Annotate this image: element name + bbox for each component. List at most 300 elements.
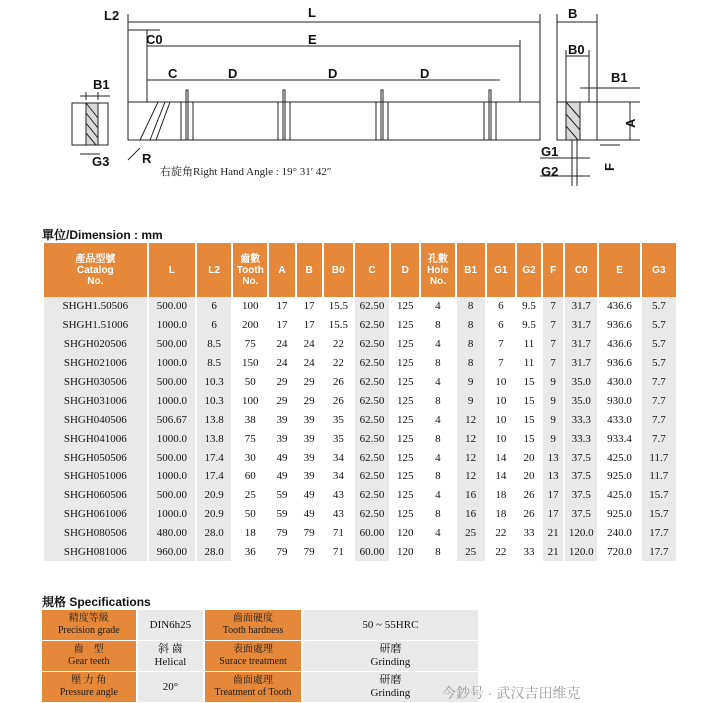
table-cell: 4 (435, 413, 441, 426)
label-L: L (308, 5, 316, 20)
table-cell: 24 (303, 338, 315, 351)
spec-value (303, 641, 478, 671)
label-A: A (623, 118, 638, 128)
table-cell: 125 (391, 391, 419, 410)
column-header-text: F (550, 264, 557, 276)
spec-value-text: Helical (154, 656, 187, 668)
table-cell: 125 (391, 354, 419, 373)
table-cell: 17 (297, 316, 322, 335)
table-cell: 17 (276, 300, 288, 313)
table-cell: 8 (421, 316, 454, 335)
table-cell: 1000.0 (149, 505, 195, 524)
table-cell: 15.7 (642, 505, 676, 524)
table-cell: 25 (457, 543, 485, 562)
label-B1-left: B1 (93, 77, 110, 92)
table-cell: 12 (457, 410, 485, 429)
table-cell: 29 (303, 376, 315, 388)
table-cell: 436.6 (607, 300, 632, 313)
table-cell: 10 (495, 413, 507, 426)
table-cell: 7 (498, 338, 504, 351)
table-cell: 29 (297, 391, 322, 410)
table-cell: 39 (276, 413, 288, 426)
column-header-text: Hole (427, 264, 449, 276)
table-cell: 62.50 (355, 448, 389, 467)
table-cell: 30 (244, 451, 256, 464)
table-cell: 31.7 (565, 354, 597, 373)
table-cell: 9 (543, 410, 563, 429)
table-cell: 62.50 (355, 486, 389, 505)
dimension-title: 單位/Dimension : mm (42, 228, 163, 242)
table-cell: 62.50 (355, 467, 389, 486)
table-row (44, 316, 676, 335)
label-C: C (168, 66, 178, 81)
table-cell: 4 (435, 338, 441, 351)
label-D-2: D (328, 66, 338, 81)
table-row (44, 505, 676, 524)
table-cell: 62.50 (355, 391, 389, 410)
table-cell: 120.0 (565, 524, 597, 543)
table-cell: 22 (487, 543, 515, 562)
table-cell: 433.0 (607, 413, 632, 426)
label-L2: L2 (104, 8, 120, 23)
table-cell: 7 (543, 316, 563, 335)
table-cell: 500.00 (149, 373, 195, 392)
table-cell: 22 (495, 527, 507, 540)
table-cell: 960.00 (149, 543, 195, 562)
column-header (197, 243, 231, 297)
table-cell: 49 (303, 489, 315, 502)
table-cell: 31.7 (565, 297, 597, 316)
table-cell: 14 (495, 451, 507, 464)
catalog-number-cell: SHGH051006 (44, 467, 147, 486)
table-cell: 4 (435, 300, 441, 313)
column-header-text: Tooth (236, 264, 264, 276)
table-cell: 60.00 (355, 543, 389, 562)
table-cell: 39 (297, 429, 322, 448)
mounting-holes (181, 90, 496, 140)
table-cell: 21 (543, 543, 563, 562)
table-cell: 24 (269, 354, 294, 373)
table-cell: 8.5 (197, 354, 231, 373)
table-cell: 11 (517, 354, 541, 373)
spec-label-text: Pressure angle (59, 687, 118, 698)
table-row (44, 297, 676, 316)
column-header-text: C0 (574, 264, 588, 276)
table-cell: 26 (523, 489, 535, 502)
table-cell: 15.5 (328, 300, 348, 313)
column-header (391, 243, 419, 297)
table-cell: 79 (269, 543, 294, 562)
table-cell: 8 (421, 354, 454, 373)
table-cell: 8 (457, 335, 485, 354)
table-cell: 125 (396, 338, 414, 351)
table-cell: 500.00 (149, 448, 195, 467)
table-cell: 16 (457, 505, 485, 524)
table-cell: 15 (523, 413, 535, 426)
table-cell: 4 (435, 451, 441, 464)
table-cell: 7 (487, 354, 515, 373)
table-cell: 59 (269, 505, 294, 524)
table-cell: 120 (391, 543, 419, 562)
column-header-text: Catalog (77, 264, 114, 276)
table-cell: 20 (523, 451, 535, 464)
spec-value-text: 研磨 (379, 674, 402, 686)
spec-label-text: 表面處理 (233, 644, 274, 655)
table-cell: 31.7 (565, 335, 597, 354)
catalog-number-cell: SHGH050506 (44, 448, 147, 467)
dimension-table (42, 243, 678, 561)
spec-value-text: Grinding (370, 656, 411, 668)
label-G3: G3 (92, 154, 110, 169)
catalog-number-cell: SHGH040506 (44, 410, 147, 429)
table-cell: 26 (517, 505, 541, 524)
table-cell: 33.3 (565, 410, 597, 429)
table-row (44, 543, 676, 562)
table-cell: 8.5 (197, 335, 231, 354)
catalog-number-cell: SHGH020506 (44, 335, 147, 354)
column-header-text: G1 (494, 264, 508, 276)
table-cell: 35.0 (565, 391, 597, 410)
table-cell: 37.5 (565, 505, 597, 524)
rack-body (128, 102, 540, 140)
column-header-text: B1 (464, 264, 478, 276)
table-cell: 9 (543, 391, 563, 410)
table-cell: 29 (269, 391, 294, 410)
table-cell: 79 (297, 543, 322, 562)
table-cell: 49 (297, 505, 322, 524)
table-cell: 1000.0 (149, 354, 195, 373)
table-cell: 9.5 (522, 300, 536, 313)
table-cell: 9 (543, 429, 563, 448)
spec-label-text: Gear teeth (68, 656, 110, 667)
table-cell: 200 (233, 316, 267, 335)
table-cell: 29 (276, 376, 288, 388)
table-cell: 14 (487, 467, 515, 486)
table-cell: 22 (324, 354, 353, 373)
table-header-row (44, 243, 676, 297)
specifications-table (42, 610, 478, 703)
table-cell: 24 (276, 338, 288, 351)
column-header-text: C (368, 264, 376, 276)
column-header (599, 243, 639, 297)
column-header-text: L (168, 264, 175, 276)
spec-label (205, 641, 301, 671)
spec-label (205, 672, 301, 702)
table-cell: 1000.0 (149, 467, 195, 486)
spec-label-text: 精度等級 (68, 613, 109, 624)
right-hand-angle-caption: 右旋角Right Hand Angle : 19° 31′ 42″ (160, 166, 332, 178)
table-cell: 71 (332, 527, 344, 540)
table-cell: 5.7 (642, 354, 676, 373)
table-cell: 17 (543, 505, 563, 524)
table-cell: 20.9 (197, 486, 231, 505)
column-header-text: A (278, 264, 286, 276)
column-header-text: G2 (522, 264, 536, 276)
table-cell: 15.7 (642, 486, 676, 505)
table-cell: 39 (269, 429, 294, 448)
table-row (44, 373, 676, 392)
table-cell: 37.5 (565, 448, 597, 467)
table-cell: 15 (517, 391, 541, 410)
table-cell: 18 (487, 505, 515, 524)
table-cell: 4 (435, 527, 441, 540)
table-cell: 930.0 (599, 391, 639, 410)
table-cell: 49 (276, 451, 288, 464)
table-cell: 17.4 (197, 448, 231, 467)
table-cell: 9 (457, 391, 485, 410)
label-F: F (602, 163, 617, 171)
table-cell: 79 (276, 527, 288, 540)
table-cell: 39 (303, 451, 315, 464)
table-cell: 120 (396, 527, 414, 540)
table-cell: 62.50 (355, 505, 389, 524)
spec-label (42, 672, 136, 702)
table-cell: 125 (396, 376, 414, 388)
table-cell: 7 (543, 354, 563, 373)
table-cell: 240.0 (607, 527, 632, 540)
table-row (44, 354, 676, 373)
catalog-number-cell: SHGH061006 (44, 505, 147, 524)
label-C0: C0 (146, 32, 163, 47)
table-cell: 34 (332, 451, 344, 464)
spec-value (138, 641, 204, 671)
table-cell: 925.0 (599, 505, 639, 524)
table-cell: 50 (233, 505, 267, 524)
spec-value-text: 斜 齒 (158, 643, 183, 655)
label-G2: G2 (541, 164, 559, 179)
catalog-number-cell: SHGH1.50506 (44, 297, 147, 316)
column-header (487, 243, 515, 297)
table-cell: 13.8 (197, 429, 231, 448)
column-header-text: No. (242, 275, 259, 287)
table-cell: 71 (324, 543, 353, 562)
dimension-labels (92, 5, 638, 179)
table-cell: 7 (543, 297, 563, 316)
table-cell: 75 (233, 429, 267, 448)
column-header-text: G3 (652, 264, 666, 276)
table-cell: 120.0 (565, 543, 597, 562)
table-cell: 31.7 (565, 316, 597, 335)
table-cell: 936.6 (599, 316, 639, 335)
table-cell: 36 (233, 543, 267, 562)
table-cell: 506.67 (149, 410, 195, 429)
spec-value-text: 50 ~ 55HRC (362, 618, 419, 631)
column-header (149, 243, 195, 297)
table-cell: 13 (543, 467, 563, 486)
table-cell: 62.50 (355, 316, 389, 335)
table-cell: 16 (457, 486, 485, 505)
table-cell: 62.50 (355, 373, 389, 392)
table-cell: 37.5 (565, 467, 597, 486)
table-cell: 5.7 (642, 316, 676, 335)
table-cell: 17 (303, 300, 315, 313)
table-cell: 100 (233, 391, 267, 410)
label-B: B (568, 6, 578, 21)
table-cell: 8 (457, 297, 485, 316)
table-cell: 21 (543, 524, 563, 543)
table-cell: 26 (332, 376, 344, 388)
table-cell: 500.00 (149, 486, 195, 505)
table-cell: 8 (421, 543, 454, 562)
spec-label-text: 齒 型 (73, 644, 104, 655)
table-cell: 62.50 (355, 335, 389, 354)
table-cell: 8 (457, 316, 485, 335)
label-B1-right: B1 (611, 70, 628, 85)
column-header-text: 孔數 (427, 253, 448, 265)
table-cell: 125 (391, 505, 419, 524)
spec-value-text: Grinding (370, 687, 411, 699)
table-cell: 18 (495, 489, 507, 502)
table-cell: 5.7 (642, 297, 676, 316)
table-cell: 6 (498, 300, 504, 313)
table-cell: 37.5 (565, 486, 597, 505)
catalog-number-cell: SHGH030506 (44, 373, 147, 392)
table-cell: 17 (543, 486, 563, 505)
table-cell: 38 (244, 413, 256, 426)
table-row (44, 391, 676, 410)
table-cell: 62.50 (355, 354, 389, 373)
table-cell: 17 (269, 316, 294, 335)
table-cell: 1000.0 (149, 316, 195, 335)
catalog-number-cell: SHGH021006 (44, 354, 147, 373)
table-cell: 8 (421, 429, 454, 448)
spec-row (42, 610, 478, 640)
column-header (421, 243, 454, 297)
column-header-text: 產品型號 (75, 253, 116, 265)
label-E: E (308, 32, 317, 47)
table-cell: 11.7 (642, 448, 676, 467)
label-D-3: D (420, 66, 430, 81)
table-cell: 34 (324, 467, 353, 486)
catalog-number-cell: SHGH080506 (44, 524, 147, 543)
watermark-text: 今鈔号 · 武汉吉田维克 (442, 685, 581, 701)
end-view-hatch (86, 103, 98, 145)
table-cell: 62.50 (355, 429, 389, 448)
table-cell: 33 (517, 543, 541, 562)
spec-value (138, 610, 204, 640)
column-header (44, 243, 147, 297)
column-header (297, 243, 322, 297)
table-cell: 936.6 (599, 354, 639, 373)
table-cell: 100 (242, 300, 259, 313)
table-cell: 5.7 (642, 335, 676, 354)
spec-label-text: Tooth hardness (222, 625, 284, 636)
table-cell: 15 (523, 376, 535, 388)
table-cell: 28.0 (197, 543, 231, 562)
table-row (44, 448, 676, 467)
table-cell: 50 (244, 376, 256, 388)
table-cell: 18 (244, 527, 256, 540)
spec-label-text: 齒面硬度 (233, 613, 274, 624)
table-cell: 15 (517, 429, 541, 448)
specifications-title: 規格 Specifications (42, 595, 151, 609)
column-header-text: No. (429, 275, 446, 287)
table-cell: 125 (396, 451, 414, 464)
table-cell: 500.00 (149, 335, 195, 354)
table-cell: 20 (517, 467, 541, 486)
table-cell: 60.00 (355, 524, 389, 543)
spec-row (42, 672, 478, 702)
table-cell: 13 (543, 448, 563, 467)
table-cell: 6 (487, 316, 515, 335)
column-header (543, 243, 563, 297)
column-header-text: L2 (208, 264, 220, 276)
table-cell: 10 (495, 376, 507, 388)
table-cell: 35 (324, 429, 353, 448)
catalog-number-cell: SHGH060506 (44, 486, 147, 505)
column-header (233, 243, 267, 297)
table-cell: 425.0 (607, 489, 632, 502)
spec-label (42, 610, 136, 640)
table-cell: 35.0 (565, 373, 597, 392)
catalog-number-cell: SHGH041006 (44, 429, 147, 448)
table-cell: 436.6 (607, 338, 632, 351)
table-cell: 13.8 (197, 410, 231, 429)
table-cell: 125 (396, 413, 414, 426)
table-cell: 125 (391, 467, 419, 486)
spec-label-text: Surace treatment (219, 656, 287, 667)
table-cell: 125 (396, 489, 414, 502)
table-cell: 125 (391, 316, 419, 335)
table-cell: 500.00 (149, 297, 195, 316)
table-cell: 17.7 (642, 524, 676, 543)
column-header (355, 243, 389, 297)
table-cell: 933.4 (599, 429, 639, 448)
table-cell: 33 (523, 527, 535, 540)
table-cell: 62.50 (355, 410, 389, 429)
table-cell: 8 (421, 467, 454, 486)
spec-label-text: 壓 力 角 (71, 675, 107, 686)
column-header (565, 243, 597, 297)
table-cell: 28.0 (197, 524, 231, 543)
table-cell: 26 (324, 391, 353, 410)
table-cell: 39 (297, 467, 322, 486)
spec-label-text: 齒面處理 (233, 675, 274, 686)
table-row (44, 524, 676, 543)
spec-value-text: 20° (162, 680, 179, 693)
table-cell: 10.3 (197, 373, 231, 392)
table-cell: 35 (332, 413, 344, 426)
spec-label-text: Precision grade (57, 625, 120, 636)
table-cell: 1000.0 (149, 429, 195, 448)
table-cell: 7.7 (642, 373, 676, 392)
table-cell: 125 (391, 429, 419, 448)
table-row (44, 429, 676, 448)
table-row (44, 410, 676, 429)
column-header (457, 243, 485, 297)
table-cell: 33.3 (565, 429, 597, 448)
table-cell: 9.5 (517, 316, 541, 335)
spec-label (205, 610, 301, 640)
label-B0: B0 (568, 42, 585, 57)
table-cell: 925.0 (599, 467, 639, 486)
table-cell: 12 (457, 429, 485, 448)
table-cell: 425.0 (607, 451, 632, 464)
table-cell: 49 (269, 467, 294, 486)
table-cell: 25 (457, 524, 485, 543)
table-cell: 75 (244, 338, 256, 351)
label-G1: G1 (541, 144, 559, 159)
table-cell: 8 (421, 391, 454, 410)
rack-technical-drawing (0, 0, 705, 200)
column-header (642, 243, 676, 297)
catalog-number-cell: SHGH031006 (44, 391, 147, 410)
table-cell: 43 (324, 505, 353, 524)
column-header (269, 243, 294, 297)
table-cell: 8 (457, 354, 485, 373)
table-cell: 430.0 (607, 376, 632, 388)
table-cell: 9 (543, 373, 563, 392)
